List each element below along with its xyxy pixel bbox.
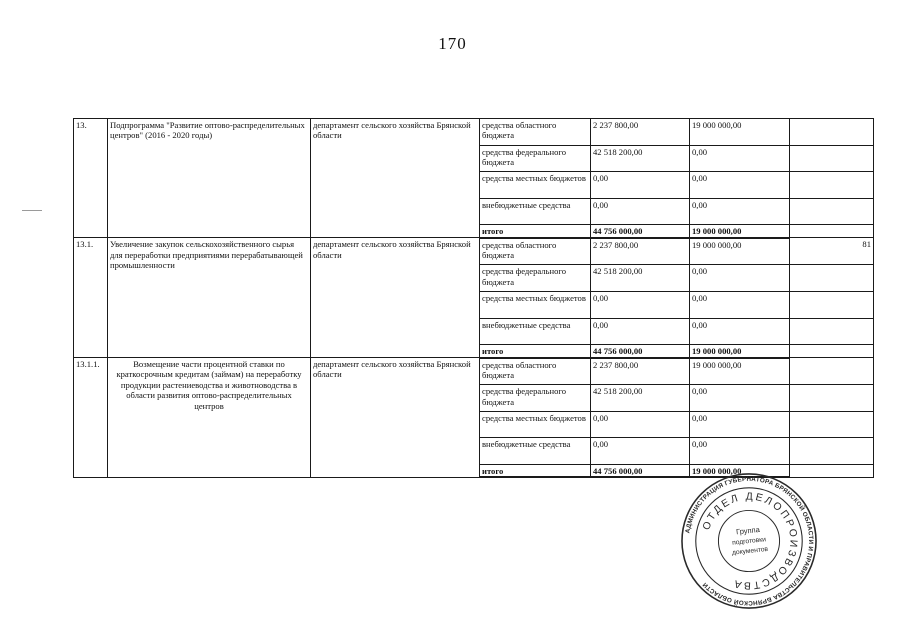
- amount-col1: 0,00: [591, 198, 690, 225]
- amount-col1: 42 518 200,00: [591, 145, 690, 172]
- amount-col3: [790, 438, 874, 465]
- funding-source: итого: [480, 464, 591, 477]
- page-number: 170: [438, 34, 467, 53]
- funding-source: средства областного бюджета: [480, 358, 591, 385]
- amount-col1: 44 756 000,00: [591, 464, 690, 477]
- amount-col1: 2 237 800,00: [591, 119, 690, 146]
- section-number: 13.1.1.: [74, 358, 108, 478]
- funding-source: средства федерального бюджета: [480, 265, 591, 292]
- funding-source: итого: [480, 345, 591, 358]
- amount-col2: 0,00: [690, 291, 790, 318]
- amount-col1: 0,00: [591, 318, 690, 345]
- amount-col1: 0,00: [591, 291, 690, 318]
- funding-source: внебюджетные средства: [480, 438, 591, 465]
- stamp-outer-text: АДМИНИСТРАЦИЯ ГУБЕРНАТОРА БРЯНСКОЙ ОБЛАСТИ И ПРАВИТЕЛЬСТВА БРЯНСКОЙ ОБЛАСТИ: [684, 475, 815, 607]
- amount-col2: 0,00: [690, 265, 790, 292]
- funding-source: внебюджетные средства: [480, 198, 591, 225]
- amount-col1: 2 237 800,00: [591, 238, 690, 265]
- amount-col2: 0,00: [690, 385, 790, 412]
- funding-source: средства федерального бюджета: [480, 145, 591, 172]
- funding-source: средства местных бюджетов: [480, 172, 591, 199]
- amount-col3: [790, 265, 874, 292]
- amount-col2: 19 000 000,00: [690, 238, 790, 265]
- amount-col2: 0,00: [690, 411, 790, 438]
- amount-col3: [790, 385, 874, 412]
- amount-col2: 0,00: [690, 198, 790, 225]
- amount-col3: [790, 291, 874, 318]
- amount-col3: [790, 318, 874, 345]
- amount-col1: 0,00: [591, 438, 690, 465]
- section-number: 13.: [74, 119, 108, 238]
- section-name: Возмещение части процентной ставки по краткосрочным кредитам (займам) на переработку продукции растениеводства и животноводства в области развития оптово-распределительных центров: [108, 358, 311, 478]
- section-department: департамент сельского хозяйства Брянской области: [311, 358, 480, 478]
- amount-col1: 44 756 000,00: [591, 225, 690, 238]
- amount-col2: 0,00: [690, 172, 790, 199]
- amount-col3: [790, 198, 874, 225]
- amount-col2: 19 000 000,00: [690, 345, 790, 358]
- funding-source: итого: [480, 225, 591, 238]
- amount-col2: 19 000 000,00: [690, 464, 790, 477]
- amount-col1: 42 518 200,00: [591, 265, 690, 292]
- amount-col1: 0,00: [591, 172, 690, 199]
- amount-col2: 0,00: [690, 145, 790, 172]
- amount-col3: [790, 172, 874, 199]
- amount-col3: [790, 411, 874, 438]
- amount-col3: [790, 358, 874, 385]
- amount-col3: [790, 119, 874, 146]
- table-row: [74, 119, 874, 146]
- amount-col3: 81: [790, 238, 874, 265]
- table-row: [74, 238, 874, 265]
- department-stamp: [680, 472, 818, 610]
- funding-source: внебюджетные средства: [480, 318, 591, 345]
- amount-col2: 19 000 000,00: [690, 358, 790, 385]
- amount-col1: 42 518 200,00: [591, 385, 690, 412]
- amount-col2: 19 000 000,00: [690, 119, 790, 146]
- section-department: департамент сельского хозяйства Брянской области: [311, 238, 480, 358]
- section-name: Увеличение закупок сельскохозяйственного сырья для переработки предприятиями перерабатывающей промышленности: [108, 238, 311, 358]
- amount-col2: 0,00: [690, 318, 790, 345]
- section-number: 13.1.: [74, 238, 108, 358]
- stamp-center-line1: Группа: [735, 524, 761, 537]
- funding-source: средства областного бюджета: [480, 119, 591, 146]
- funding-source: средства федерального бюджета: [480, 385, 591, 412]
- amount-col3: [790, 225, 874, 238]
- funding-source: средства местных бюджетов: [480, 411, 591, 438]
- funding-source: средства областного бюджета: [480, 238, 591, 265]
- funding-source: средства местных бюджетов: [480, 291, 591, 318]
- stamp-center-line3: документов: [731, 545, 769, 557]
- amount-col3: [790, 145, 874, 172]
- amount-col1: 44 756 000,00: [591, 345, 690, 358]
- amount-col3: [790, 345, 874, 358]
- amount-col2: 19 000 000,00: [690, 225, 790, 238]
- stamp-ring-text: ОТДЕЛ ДЕЛОПРОИЗВОДСТВА: [701, 491, 799, 591]
- section-name: Подпрограмма "Развитие оптово-распределительных центров" (2016 - 2020 годы): [108, 119, 311, 238]
- amount-col1: 0,00: [591, 411, 690, 438]
- edge-mark: [22, 210, 42, 211]
- amount-col1: 2 237 800,00: [591, 358, 690, 385]
- table-row: [74, 358, 874, 385]
- section-department: департамент сельского хозяйства Брянской области: [311, 119, 480, 238]
- amount-col2: 0,00: [690, 438, 790, 465]
- stamp-center-line2: подготовки: [731, 536, 767, 547]
- budget-table: [73, 118, 874, 478]
